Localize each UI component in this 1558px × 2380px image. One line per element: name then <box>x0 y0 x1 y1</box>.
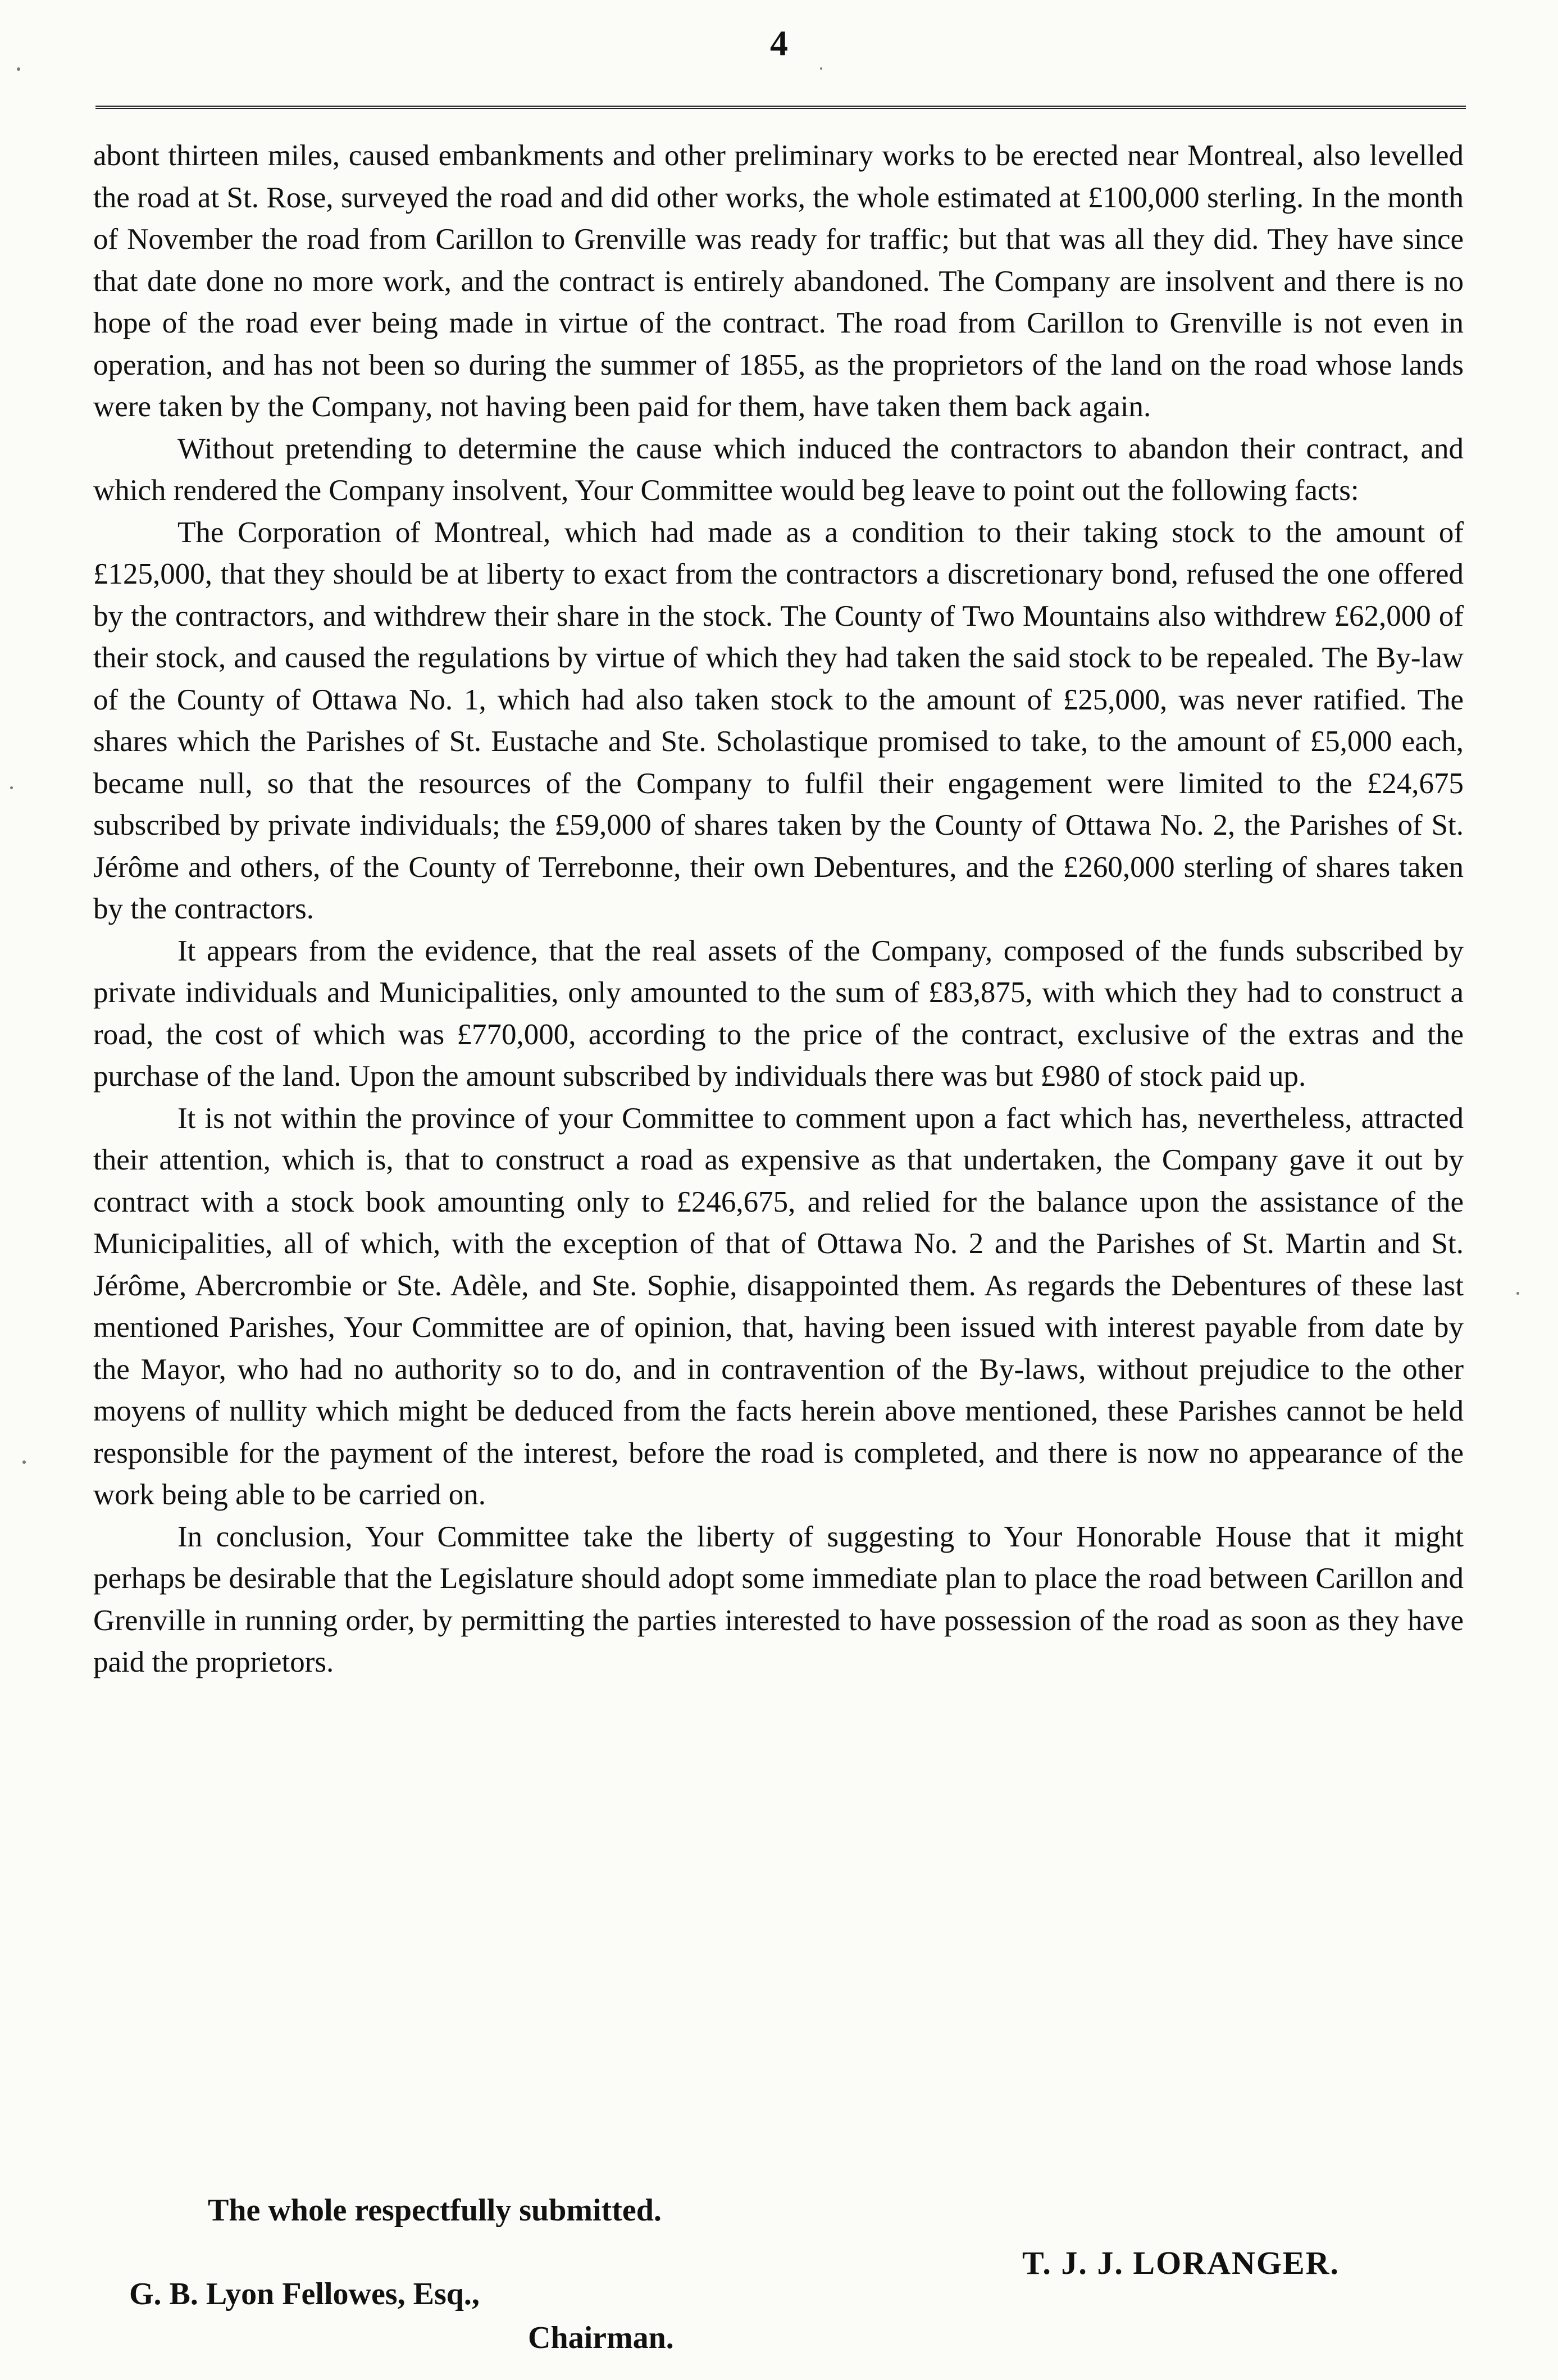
paragraph-in-conclusion: In conclusion, Your Committee take the liberty of suggesting to Your Honorable House that it might perhaps be desirable that the Legislature should adopt some immediate plan to place the road between Carillon and Grenville in running order, by permitting the parties interested to have possession of the road as soon as they have paid the proprietors. <box>93 1520 1464 1678</box>
report-body <box>93 135 1464 1683</box>
paragraph-without-pretending: Without pretending to determine the cause which induced the contractors to abandon their contract, and which rendered the Company insolvent, Your Committee would beg leave to point out the following facts: <box>93 432 1464 507</box>
closing-line: The whole respectfully submitted. <box>208 2193 662 2228</box>
addressee-name: G. B. Lyon Fellowes, Esq., <box>129 2277 480 2311</box>
signature: T. J. J. LORANGER. <box>1022 2245 1340 2281</box>
addressee-title: Chairman. <box>528 2320 674 2355</box>
header-rule <box>95 106 1466 109</box>
print-speck <box>820 67 822 70</box>
paragraph-real-assets: It appears from the evidence, that the real assets of the Company, composed of the funds subscribed by private individuals and Municipalities, only amounted to the sum of £83,875, with which they had to construct a road, the cost of which was £770,000, according to the price of the contract, exclusive of the extras and the purchase of the land. Upon the amount subscribed by individuals there was but £980 of stock paid up. <box>93 934 1464 1093</box>
print-speck <box>10 786 13 789</box>
print-speck <box>22 1460 26 1464</box>
page-number: 4 <box>770 23 788 63</box>
paragraph-province-of-committee: It is not within the province of your Committee to comment upon a fact which has, nevertheless, attracted their attention, which is, that to construct a road as expensive as that undertaken, the Company gave it out by contract with a stock book amounting only to £246,675, and relied for the balance upon the assistance of the Municipalities, all of which, with the exception of that of Ottawa No. 2 and the Parishes of St. Martin and St. Jérôme, Abercrombie or Ste. Adèle, and Ste. Sophie, disappointed them. As regards the Debentures of these last mentioned Parishes, Your Committee are of opinion, that, having been issued with interest payable from date by the Mayor, who had no authority so to do, and in contravention of the By-laws, without prejudice to the other moyens of nullity which might be deduced from the facts herein above mentioned, these Parishes cannot be held responsible for the payment of the interest, before the road is completed, and there is now no appearance of the work being able to be carried on. <box>93 1102 1464 1511</box>
print-speck <box>1516 1292 1519 1295</box>
paragraph-continuation: abont thirteen miles, caused embankments and other preliminary works to be erected near Montreal, also levelled the road at St. Rose, surveyed the road and did other works, the whole estimated at £100,000 sterling. In the month of November the road from Carillon to Grenville was ready for traffic; but that was all they did. They have since that date done no more work, and the contract is entirely abandoned. The Company are insolvent and there is no hope of the road ever being made in virtue of the contract. The road from Carillon to Grenville is not even in operation, and has not been so during the summer of 1855, as the proprietors of the land on the road whose lands were taken by the Company, not having been paid for them, have taken them back again. <box>93 139 1464 423</box>
print-speck <box>17 67 20 71</box>
paragraph-corporation-of-montreal: The Corporation of Montreal, which had made as a condition to their taking stock to the amount of £125,000, that they should be at liberty to exact from the contractors a discretionary bond, refused the one offered by the contractors, and withdrew their share in the stock. The County of Two Mountains also withdrew £62,000 of their stock, and caused the regulations by virtue of which they had taken the said stock to be repealed. The By-law of the County of Ottawa No. 1, which had also taken stock to the amount of £25,000, was never ratified. The shares which the Parishes of St. Eustache and Ste. Scholastique promised to take, to the amount of £5,000 each, became null, so that the resources of the Company to fulfil their engagement were limited to the £24,675 subscribed by private individuals; the £59,000 of shares taken by the County of Ottawa No. 2, the Parishes of St. Jérôme and others, of the County of Terrebonne, their own Debentures, and the £260,000 sterling of shares taken by the contractors. <box>93 516 1464 925</box>
